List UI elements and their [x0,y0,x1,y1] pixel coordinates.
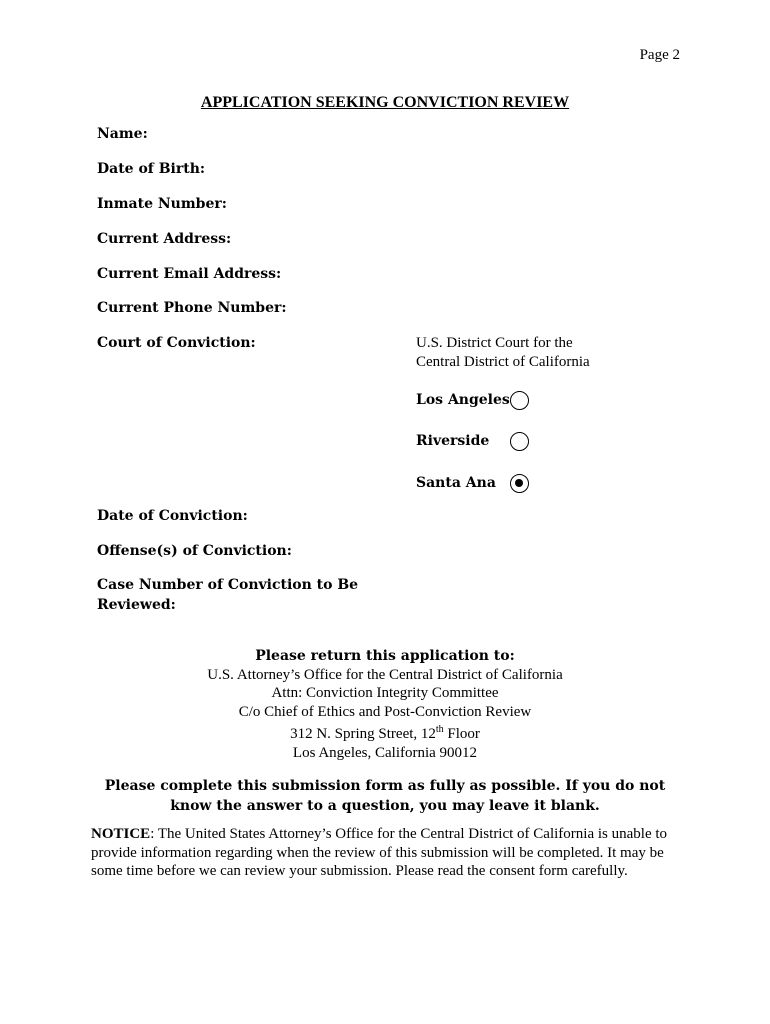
current-address-label: Current Address: [97,231,232,247]
inmate-number-label: Inmate Number: [97,196,227,212]
return-address-block [0,647,770,762]
street-address: 312 N. Spring Street, 12 [290,726,436,742]
return-line-1: U.S. Attorney’s Office for the Central District of California [207,666,563,683]
court-name-line-1: U.S. District Court for the [416,335,573,351]
return-line-5: Los Angeles, California 90012 [292,744,478,761]
radio-button[interactable] [510,432,529,451]
court-option-label: Los Angeles [416,392,510,408]
notice-paragraph [91,825,681,881]
return-heading: Please return this application to: [255,648,515,664]
court-of-conviction-label: Court of Conviction: [97,335,256,351]
date-of-conviction-label: Date of Conviction: [97,508,248,524]
completion-instruction [0,777,770,816]
ordinal-suffix: th [435,724,444,735]
completion-instruction-line-1: Please complete this submission form as fully as possible. If you do not [104,778,666,794]
court-option-riverside[interactable] [416,428,546,454]
current-email-label: Current Email Address: [97,266,282,282]
completion-instruction-line-2: know the answer to a question, you may leave it blank. [170,797,600,814]
case-number-label-line-1: Case Number of Conviction to Be [97,577,359,593]
case-number-label [97,575,397,615]
court-option-los-angeles[interactable] [416,387,546,413]
name-label: Name: [97,126,148,142]
court-name-line-2: Central District of California [416,354,590,370]
return-line-4 [0,721,770,744]
notice-text: : The United States Attorney’s Office for the Central District of California is unable to provide information regarding when the review of this submission will be completed. It may be some time before we can review your submission. Please read the consent form carefully. [91,826,668,879]
page-number: Page 2 [639,47,680,63]
court-option-santa-ana[interactable] [416,470,546,496]
court-option-label: Riverside [416,433,490,449]
date-of-birth-label: Date of Birth: [97,161,206,177]
court-name [416,334,676,372]
return-line-3: C/o Chief of Ethics and Post-Conviction Review [238,703,532,720]
floor-text: Floor [443,726,480,742]
court-option-label: Santa Ana [416,475,496,491]
offenses-label: Offense(s) of Conviction: [97,543,292,559]
return-line-2: Attn: Conviction Integrity Committee [271,685,499,701]
current-phone-label: Current Phone Number: [97,300,287,316]
case-number-label-line-2: Reviewed: [97,597,176,613]
notice-label: NOTICE [91,826,151,842]
page-title: APPLICATION SEEKING CONVICTION REVIEW [200,94,570,111]
radio-button[interactable] [510,391,529,410]
radio-button-selected[interactable] [510,474,529,493]
